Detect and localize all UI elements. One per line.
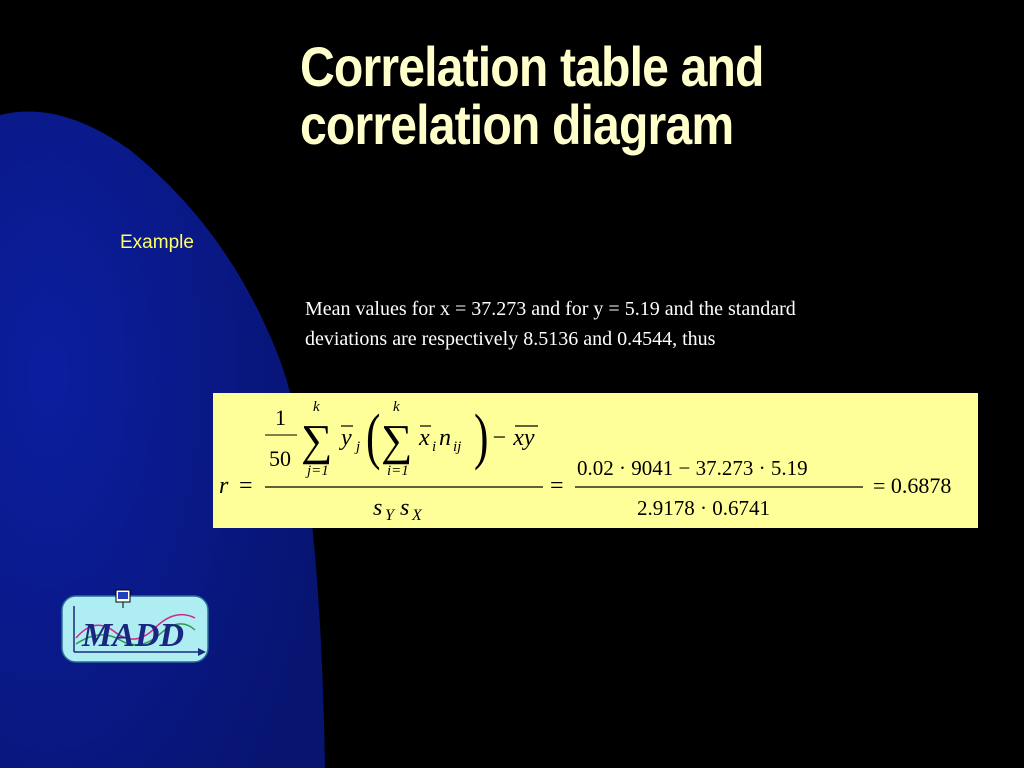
y-var: y (341, 425, 352, 451)
den-sub1: Y (385, 507, 394, 524)
correlation-formula (213, 393, 978, 528)
logo-text: MADD (82, 617, 185, 654)
formula-result: = 0.6878 (873, 473, 952, 498)
minus-xy: − xy (491, 425, 535, 451)
y-sub: j (356, 439, 361, 455)
numeric-numerator: 0.02 · 9041 − 37.273 · 5.19 (577, 456, 808, 480)
sum1-lower: j=1 (307, 463, 329, 479)
body-line-1: Mean values for x = 37.273 and for y = 5.19 and the standard (305, 298, 796, 320)
formula-eq-2: = (550, 473, 564, 499)
title-line-1: Correlation table and (300, 35, 764, 98)
frac-numerator: 1 (275, 405, 286, 430)
body-line-2: deviations are respectively 8.5136 and 0.4544, thus (305, 328, 716, 350)
sum2-upper: k (393, 399, 400, 415)
sum1-sigma-icon: ∑ (301, 416, 333, 465)
den-sub2: X (412, 507, 422, 524)
numeric-denominator: 2.9178 · 0.6741 (637, 496, 770, 520)
formula-box (213, 393, 978, 528)
sum2-sigma-icon: ∑ (381, 416, 413, 465)
x-var: x (419, 425, 430, 451)
body-text (305, 294, 985, 354)
sum1-upper: k (313, 399, 320, 415)
n-var: n (439, 425, 451, 451)
x-sub: i (432, 439, 437, 455)
left-paren: ( (366, 401, 381, 471)
den-s2: s (400, 495, 410, 521)
madd-logo-icon (60, 588, 210, 664)
title-line-2: correlation diagram (300, 93, 734, 156)
slide-title (300, 35, 1000, 156)
n-sub: ij (453, 439, 462, 455)
formula-eq-1: = (239, 473, 253, 499)
formula-r: r (219, 473, 229, 499)
right-paren: ) (474, 401, 489, 471)
subtitle: Example (120, 232, 194, 253)
sum2-lower: i=1 (387, 463, 409, 479)
frac-denominator: 50 (269, 446, 291, 471)
den-s1: s (373, 495, 383, 521)
